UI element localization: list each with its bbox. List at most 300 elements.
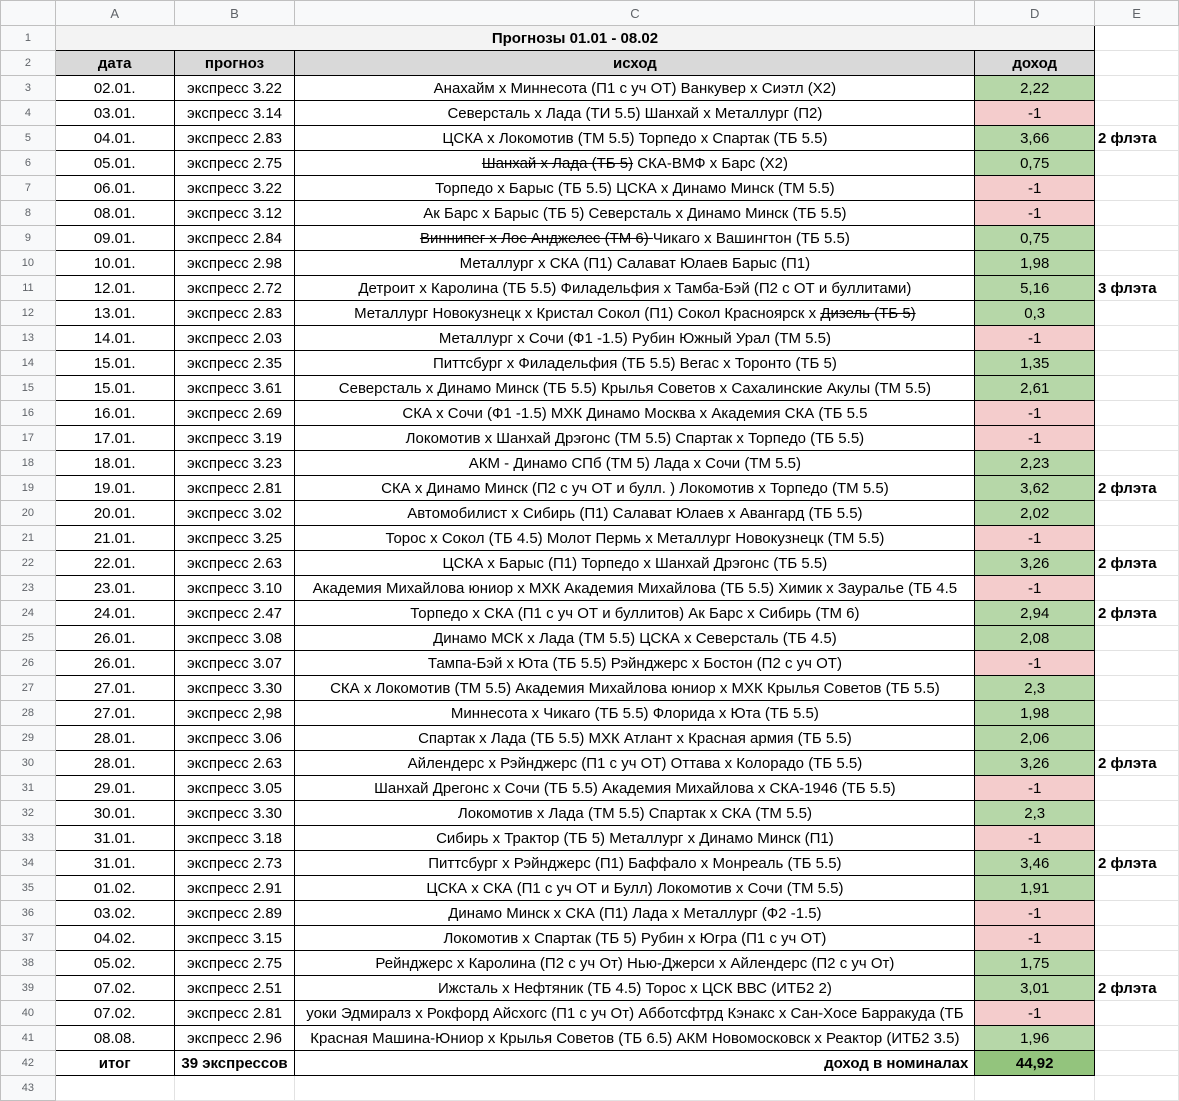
- cell-date[interactable]: 07.02.: [55, 1001, 174, 1026]
- cell-outcome[interactable]: [295, 1026, 975, 1051]
- cell-date[interactable]: 05.02.: [55, 951, 174, 976]
- header-forecast[interactable]: прогноз: [174, 51, 295, 76]
- cell-outcome[interactable]: [295, 1001, 975, 1026]
- cell-income[interactable]: 2,22: [975, 76, 1095, 101]
- cell-forecast[interactable]: экспресс 3.25: [174, 526, 295, 551]
- outcome-text: Красная Машина-Юниор х Крылья Советов (ТБ 6.5) АКМ Новомосковск х Реактор (ИТБ2 3.5): [310, 1029, 960, 1047]
- cell-date[interactable]: 02.01.: [55, 76, 174, 101]
- cell-income[interactable]: -1: [975, 426, 1095, 451]
- cell-income[interactable]: 2,3: [975, 676, 1095, 701]
- cell-forecast[interactable]: экспресс 2.81: [174, 1001, 295, 1026]
- cell-forecast[interactable]: экспресс 3.07: [174, 651, 295, 676]
- outcome-text: Анахайм х Миннесота (П1 с уч ОТ) Ванкувер х Сиэтл (Х2): [433, 79, 837, 97]
- cell-date[interactable]: 03.01.: [55, 101, 174, 126]
- cell-date[interactable]: 08.08.: [55, 1026, 174, 1051]
- cell-forecast[interactable]: экспресс 3.02: [174, 501, 295, 526]
- select-all-corner[interactable]: [1, 1, 56, 26]
- row-header[interactable]: 37: [1, 926, 56, 951]
- cell-note[interactable]: [1095, 701, 1179, 726]
- outcome-text: Торпедо х СКА (П1 с уч ОТ и буллитов) Ак Барс х Сибирь (ТМ 6): [410, 604, 860, 622]
- cell-note[interactable]: [1095, 776, 1179, 801]
- outcome-text: ЦСКА х Локомотив (ТМ 5.5) Торпедо х Спартак (ТБ 5.5): [442, 129, 828, 147]
- cell-note[interactable]: [1095, 951, 1179, 976]
- row-header[interactable]: 19: [1, 476, 56, 501]
- cell-outcome[interactable]: [295, 301, 975, 326]
- cell-note[interactable]: [1095, 676, 1179, 701]
- cell[interactable]: [174, 1076, 295, 1101]
- cell-income[interactable]: 1,75: [975, 951, 1095, 976]
- cell[interactable]: [1095, 1076, 1179, 1101]
- total-income[interactable]: 44,92: [975, 1051, 1095, 1076]
- column-header-c[interactable]: C: [295, 1, 975, 26]
- cell-date[interactable]: 15.01.: [55, 376, 174, 401]
- outcome-text: уоки Эдмиралз х Рокфорд Айсхогс (П1 с уч От) Абботсфтрд Кэнакс х Сан-Хосе Барракуда (ТБ: [306, 1004, 964, 1022]
- cell-outcome[interactable]: [295, 826, 975, 851]
- cell-date[interactable]: 26.01.: [55, 626, 174, 651]
- cell-income[interactable]: -1: [975, 1001, 1095, 1026]
- cell-date[interactable]: 19.01.: [55, 476, 174, 501]
- column-header-row: [1, 1, 1179, 26]
- cell-note[interactable]: 2 флэта: [1095, 976, 1179, 1001]
- cell-outcome[interactable]: [295, 476, 975, 501]
- cell-forecast[interactable]: экспресс 3.22: [174, 76, 295, 101]
- total-count[interactable]: 39 экспрессов: [174, 1051, 295, 1076]
- title-row: [1, 26, 1179, 51]
- cell-note[interactable]: [1095, 726, 1179, 751]
- outcome-text: Северсталь х Динамо Минск (ТБ 5.5) Крылья Советов х Сахалинские Акулы (ТМ 5.5): [338, 379, 932, 397]
- cell-date[interactable]: 31.01.: [55, 826, 174, 851]
- cell-forecast[interactable]: экспресс 3.30: [174, 801, 295, 826]
- row-header[interactable]: 29: [1, 726, 56, 751]
- cell-outcome[interactable]: [295, 626, 975, 651]
- cell-note[interactable]: 2 флэта: [1095, 601, 1179, 626]
- cell-date[interactable]: 13.01.: [55, 301, 174, 326]
- row-header[interactable]: 25: [1, 626, 56, 651]
- cell-note[interactable]: [1095, 626, 1179, 651]
- cell-note[interactable]: 2 флэта: [1095, 551, 1179, 576]
- cell[interactable]: [975, 1076, 1095, 1101]
- cell-note[interactable]: [1095, 801, 1179, 826]
- cell-note[interactable]: [1095, 201, 1179, 226]
- cell-note[interactable]: [1095, 1026, 1179, 1051]
- cell-forecast[interactable]: экспресс 2.35: [174, 351, 295, 376]
- outcome-text: Чикаго х Вашингтон (ТБ 5.5): [652, 229, 850, 247]
- cell-date[interactable]: 26.01.: [55, 651, 174, 676]
- cell-forecast[interactable]: экспресс 3.08: [174, 626, 295, 651]
- cell-date[interactable]: 24.01.: [55, 601, 174, 626]
- row-header[interactable]: 30: [1, 751, 56, 776]
- cell-income[interactable]: 1,98: [975, 251, 1095, 276]
- cell-note[interactable]: [1095, 576, 1179, 601]
- table-row: [1, 626, 1179, 651]
- cell-outcome[interactable]: [295, 526, 975, 551]
- cell-outcome[interactable]: [295, 226, 975, 251]
- cell-forecast[interactable]: экспресс 3.22: [174, 176, 295, 201]
- cell-income[interactable]: 3,26: [975, 751, 1095, 776]
- cell-date[interactable]: 01.02.: [55, 876, 174, 901]
- row-header[interactable]: 3: [1, 76, 56, 101]
- cell-income[interactable]: 2,08: [975, 626, 1095, 651]
- cell-forecast[interactable]: экспресс 2.84: [174, 226, 295, 251]
- cell-date[interactable]: 29.01.: [55, 776, 174, 801]
- cell-outcome[interactable]: [295, 601, 975, 626]
- cell-income[interactable]: 3,01: [975, 976, 1095, 1001]
- cell-date[interactable]: 04.02.: [55, 926, 174, 951]
- row-header[interactable]: 13: [1, 326, 56, 351]
- outcome-text: ЦСКА х СКА (П1 с уч ОТ и Булл) Локомотив х Сочи (ТМ 5.5): [426, 879, 844, 897]
- cell[interactable]: [55, 1076, 174, 1101]
- row-header[interactable]: 16: [1, 401, 56, 426]
- table-row: [1, 76, 1179, 101]
- cell-date[interactable]: 09.01.: [55, 226, 174, 251]
- cell-note[interactable]: [1095, 101, 1179, 126]
- cell-date[interactable]: 28.01.: [55, 726, 174, 751]
- cell-outcome[interactable]: [295, 376, 975, 401]
- cell-outcome[interactable]: [295, 926, 975, 951]
- cell-forecast[interactable]: экспресс 3.05: [174, 776, 295, 801]
- cell-outcome[interactable]: [295, 276, 975, 301]
- cell-date[interactable]: 07.02.: [55, 976, 174, 1001]
- cell-forecast[interactable]: экспресс 2.83: [174, 301, 295, 326]
- cell-date[interactable]: 08.01.: [55, 201, 174, 226]
- cell-note[interactable]: [1095, 826, 1179, 851]
- cell-note[interactable]: 2 флэта: [1095, 751, 1179, 776]
- row-header[interactable]: 33: [1, 826, 56, 851]
- cell-forecast[interactable]: экспресс 3.23: [174, 451, 295, 476]
- column-header-b[interactable]: B: [174, 1, 295, 26]
- row-header[interactable]: 7: [1, 176, 56, 201]
- cell-note[interactable]: [1095, 426, 1179, 451]
- cell-income[interactable]: 2,61: [975, 376, 1095, 401]
- cell-outcome[interactable]: [295, 951, 975, 976]
- cell-forecast[interactable]: экспресс 2.75: [174, 151, 295, 176]
- cell-note[interactable]: 3 флэта: [1095, 276, 1179, 301]
- cell-income[interactable]: 3,66: [975, 126, 1095, 151]
- cell-note[interactable]: [1095, 226, 1179, 251]
- outcome-text: Торпедо х Барыс (ТБ 5.5) ЦСКА х Динамо Минск (ТМ 5.5): [435, 179, 835, 197]
- cell-outcome[interactable]: [295, 151, 975, 176]
- cell-income[interactable]: 2,23: [975, 451, 1095, 476]
- cell-date[interactable]: 15.01.: [55, 351, 174, 376]
- cell-date[interactable]: 16.01.: [55, 401, 174, 426]
- cell-outcome[interactable]: [295, 251, 975, 276]
- cell-note[interactable]: [1095, 76, 1179, 101]
- row-header[interactable]: 5: [1, 126, 56, 151]
- row-header[interactable]: 14: [1, 351, 56, 376]
- table-row: [1, 676, 1179, 701]
- cell-note[interactable]: [1095, 926, 1179, 951]
- row-header[interactable]: 22: [1, 551, 56, 576]
- cell-note[interactable]: 2 флэта: [1095, 126, 1179, 151]
- cell-date[interactable]: 10.01.: [55, 251, 174, 276]
- cell-outcome[interactable]: [295, 176, 975, 201]
- cell-forecast[interactable]: экспресс 2.69: [174, 401, 295, 426]
- cell-date[interactable]: 22.01.: [55, 551, 174, 576]
- cell-income[interactable]: 1,35: [975, 351, 1095, 376]
- table-row: [1, 251, 1179, 276]
- row-header[interactable]: 15: [1, 376, 56, 401]
- cell-outcome[interactable]: [295, 551, 975, 576]
- cell-income[interactable]: 2,02: [975, 501, 1095, 526]
- cell-income[interactable]: 3,46: [975, 851, 1095, 876]
- table-row: [1, 326, 1179, 351]
- row-header[interactable]: 6: [1, 151, 56, 176]
- column-header-a[interactable]: A: [55, 1, 174, 26]
- row-header[interactable]: 21: [1, 526, 56, 551]
- row-header[interactable]: 4: [1, 101, 56, 126]
- row-header[interactable]: 34: [1, 851, 56, 876]
- cell-income[interactable]: -1: [975, 651, 1095, 676]
- outcome-text: Северсталь х Лада (ТИ 5.5) Шанхай х Металлург (П2): [447, 104, 823, 122]
- cell-forecast[interactable]: экспресс 2.83: [174, 126, 295, 151]
- cell-forecast[interactable]: экспресс 2.75: [174, 951, 295, 976]
- cell-outcome[interactable]: [295, 726, 975, 751]
- cell-forecast[interactable]: экспресс 2.73: [174, 851, 295, 876]
- row-header[interactable]: 12: [1, 301, 56, 326]
- cell-forecast[interactable]: экспресс 3.19: [174, 426, 295, 451]
- outcome-text: Торос х Сокол (ТБ 4.5) Молот Пермь х Металлург Новокузнецк (ТМ 5.5): [385, 529, 885, 547]
- cell-note[interactable]: [1095, 176, 1179, 201]
- outcome-text: Айлендерс х Рэйнджерс (П1 с уч ОТ) Оттава х Колорадо (ТБ 5.5): [407, 754, 863, 772]
- cell-forecast[interactable]: экспресс 3.61: [174, 376, 295, 401]
- cell-note[interactable]: [1095, 351, 1179, 376]
- cell-forecast[interactable]: экспресс 2.47: [174, 601, 295, 626]
- cell-date[interactable]: 17.01.: [55, 426, 174, 451]
- cell-date[interactable]: 27.01.: [55, 701, 174, 726]
- outcome-text: Автомобилист х Сибирь (П1) Салават Юлаев х Авангард (ТБ 5.5): [407, 504, 863, 522]
- cell-outcome[interactable]: [295, 351, 975, 376]
- cell-outcome[interactable]: [295, 876, 975, 901]
- cell-date[interactable]: 18.01.: [55, 451, 174, 476]
- cell-income[interactable]: 2,06: [975, 726, 1095, 751]
- cell-income[interactable]: -1: [975, 826, 1095, 851]
- outcome-text: ЦСКА х Барыс (П1) Торпедо х Шанхай Дрэгонс (ТБ 5.5): [442, 554, 828, 572]
- cell-income[interactable]: 3,26: [975, 551, 1095, 576]
- cell-date[interactable]: 23.01.: [55, 576, 174, 601]
- cell-outcome[interactable]: [295, 801, 975, 826]
- cell-outcome[interactable]: [295, 126, 975, 151]
- row-header[interactable]: 17: [1, 426, 56, 451]
- cell-note[interactable]: [1095, 501, 1179, 526]
- cell-income[interactable]: 0,3: [975, 301, 1095, 326]
- cell-forecast[interactable]: экспресс 2.51: [174, 976, 295, 1001]
- table-row: [1, 651, 1179, 676]
- table-row: [1, 801, 1179, 826]
- cell-date[interactable]: 31.01.: [55, 851, 174, 876]
- cell-forecast[interactable]: экспресс 3.18: [174, 826, 295, 851]
- row-header[interactable]: 20: [1, 501, 56, 526]
- cell[interactable]: [1095, 26, 1179, 51]
- cell[interactable]: [1095, 51, 1179, 76]
- cell-date[interactable]: 12.01.: [55, 276, 174, 301]
- cell-forecast[interactable]: экспресс 3.10: [174, 576, 295, 601]
- outcome-text: Миннесота х Чикаго (ТБ 5.5) Флорида х Юта (ТБ 5.5): [450, 704, 819, 722]
- cell-date[interactable]: 28.01.: [55, 751, 174, 776]
- outcome-struck-text: Шанхай х Лада (ТБ 5): [481, 154, 634, 172]
- cell-income[interactable]: 1,96: [975, 1026, 1095, 1051]
- cell-note[interactable]: [1095, 876, 1179, 901]
- cell-income[interactable]: -1: [975, 576, 1095, 601]
- cell-income[interactable]: 1,91: [975, 876, 1095, 901]
- column-header-d[interactable]: D: [975, 1, 1095, 26]
- cell-forecast[interactable]: экспресс 2.81: [174, 476, 295, 501]
- row-header[interactable]: 2: [1, 51, 56, 76]
- header-income[interactable]: доход: [975, 51, 1095, 76]
- cell-outcome[interactable]: [295, 451, 975, 476]
- cell-date[interactable]: 14.01.: [55, 326, 174, 351]
- row-header[interactable]: 31: [1, 776, 56, 801]
- cell-date[interactable]: 04.01.: [55, 126, 174, 151]
- row-header[interactable]: 43: [1, 1076, 56, 1101]
- cell-forecast[interactable]: экспресс 2.91: [174, 876, 295, 901]
- row-header[interactable]: 8: [1, 201, 56, 226]
- cell-date[interactable]: 30.01.: [55, 801, 174, 826]
- cell-income[interactable]: 2,3: [975, 801, 1095, 826]
- cell-income[interactable]: -1: [975, 101, 1095, 126]
- cell-income[interactable]: 1,98: [975, 701, 1095, 726]
- cell-note[interactable]: [1095, 151, 1179, 176]
- cell-outcome[interactable]: [295, 201, 975, 226]
- row-header[interactable]: 36: [1, 901, 56, 926]
- cell-note[interactable]: [1095, 376, 1179, 401]
- row-header[interactable]: 1: [1, 26, 56, 51]
- row-header[interactable]: 10: [1, 251, 56, 276]
- outcome-text: Детроит х Каролина (ТБ 5.5) Филадельфия х Тамба-Бэй (П2 с ОТ и буллитами): [358, 279, 912, 297]
- cell[interactable]: [295, 1076, 975, 1101]
- row-header[interactable]: 23: [1, 576, 56, 601]
- cell[interactable]: [1095, 1051, 1179, 1076]
- table-row: [1, 376, 1179, 401]
- cell-forecast[interactable]: экспресс 2.89: [174, 901, 295, 926]
- cell-forecast[interactable]: экспресс 2,98: [174, 701, 295, 726]
- cell-date[interactable]: 06.01.: [55, 176, 174, 201]
- row-header[interactable]: 9: [1, 226, 56, 251]
- cell-note[interactable]: [1095, 251, 1179, 276]
- cell-forecast[interactable]: экспресс 3.06: [174, 726, 295, 751]
- outcome-text: Питтсбург х Рэйнджерс (П1) Баффало х Монреаль (ТБ 5.5): [428, 854, 842, 872]
- row-header[interactable]: 18: [1, 451, 56, 476]
- cell-income[interactable]: -1: [975, 776, 1095, 801]
- row-header[interactable]: 41: [1, 1026, 56, 1051]
- header-date[interactable]: дата: [55, 51, 174, 76]
- row-header[interactable]: 42: [1, 1051, 56, 1076]
- cell-income[interactable]: -1: [975, 326, 1095, 351]
- cell-date[interactable]: 05.01.: [55, 151, 174, 176]
- cell-income[interactable]: 0,75: [975, 151, 1095, 176]
- cell-date[interactable]: 20.01.: [55, 501, 174, 526]
- table-row: [1, 726, 1179, 751]
- cell-date[interactable]: 03.02.: [55, 901, 174, 926]
- cell-outcome[interactable]: [295, 701, 975, 726]
- cell-forecast[interactable]: экспресс 3.12: [174, 201, 295, 226]
- cell-note[interactable]: [1095, 401, 1179, 426]
- cell-income[interactable]: 2,94: [975, 601, 1095, 626]
- cell-outcome[interactable]: [295, 776, 975, 801]
- row-header[interactable]: 26: [1, 651, 56, 676]
- cell-outcome[interactable]: [295, 851, 975, 876]
- cell-note[interactable]: [1095, 451, 1179, 476]
- cell-forecast[interactable]: экспресс 2.63: [174, 551, 295, 576]
- cell-note[interactable]: [1095, 901, 1179, 926]
- cell-income[interactable]: -1: [975, 926, 1095, 951]
- row-header[interactable]: 38: [1, 951, 56, 976]
- cell-forecast[interactable]: экспресс 3.15: [174, 926, 295, 951]
- cell-forecast[interactable]: экспресс 2.96: [174, 1026, 295, 1051]
- table-row: [1, 1026, 1179, 1051]
- cell-forecast[interactable]: экспресс 2.98: [174, 251, 295, 276]
- cell-outcome[interactable]: [295, 326, 975, 351]
- cell-outcome[interactable]: [295, 976, 975, 1001]
- cell-note[interactable]: [1095, 651, 1179, 676]
- table-row: [1, 826, 1179, 851]
- total-income-label[interactable]: доход в номиналах: [295, 1051, 975, 1076]
- sheet-title[interactable]: Прогнозы 01.01 - 08.02: [55, 26, 1094, 51]
- cell-outcome[interactable]: [295, 901, 975, 926]
- row-header[interactable]: 39: [1, 976, 56, 1001]
- cell-income[interactable]: 0,75: [975, 226, 1095, 251]
- cell-outcome[interactable]: [295, 401, 975, 426]
- cell-income[interactable]: -1: [975, 901, 1095, 926]
- row-header[interactable]: 27: [1, 676, 56, 701]
- cell-forecast[interactable]: экспресс 3.14: [174, 101, 295, 126]
- table-row: [1, 426, 1179, 451]
- cell-note[interactable]: [1095, 326, 1179, 351]
- cell-income[interactable]: -1: [975, 201, 1095, 226]
- cell-income[interactable]: -1: [975, 526, 1095, 551]
- table-row: [1, 551, 1179, 576]
- table-row: [1, 601, 1179, 626]
- total-label[interactable]: итог: [55, 1051, 174, 1076]
- cell-forecast[interactable]: экспресс 2.03: [174, 326, 295, 351]
- cell-outcome[interactable]: [295, 676, 975, 701]
- cell-outcome[interactable]: [295, 101, 975, 126]
- row-header[interactable]: 24: [1, 601, 56, 626]
- cell-forecast[interactable]: экспресс 2.63: [174, 751, 295, 776]
- cell-date[interactable]: 27.01.: [55, 676, 174, 701]
- cell-note[interactable]: [1095, 301, 1179, 326]
- row-header[interactable]: 32: [1, 801, 56, 826]
- cell-income[interactable]: 5,16: [975, 276, 1095, 301]
- cell-outcome[interactable]: [295, 426, 975, 451]
- cell-forecast[interactable]: экспресс 2.72: [174, 276, 295, 301]
- outcome-text: АКМ - Динамо СПб (ТМ 5) Лада х Сочи (ТМ 5.5): [468, 454, 802, 472]
- cell-outcome[interactable]: [295, 651, 975, 676]
- row-header[interactable]: 11: [1, 276, 56, 301]
- cell-income[interactable]: -1: [975, 176, 1095, 201]
- cell-forecast[interactable]: экспресс 3.30: [174, 676, 295, 701]
- table-row: [1, 201, 1179, 226]
- cell-date[interactable]: 21.01.: [55, 526, 174, 551]
- cell-note[interactable]: 2 флэта: [1095, 476, 1179, 501]
- table-row: [1, 126, 1179, 151]
- outcome-text: СКА х Локомотив (ТМ 5.5) Академия Михайлова юниор х МХК Крылья Советов (ТБ 5.5): [330, 679, 940, 697]
- cell-outcome[interactable]: [295, 76, 975, 101]
- cell-income[interactable]: -1: [975, 401, 1095, 426]
- table-row: [1, 976, 1179, 1001]
- cell-note[interactable]: [1095, 526, 1179, 551]
- cell-note[interactable]: [1095, 1001, 1179, 1026]
- cell-income[interactable]: 3,62: [975, 476, 1095, 501]
- column-header-e[interactable]: E: [1095, 1, 1179, 26]
- cell-outcome[interactable]: [295, 576, 975, 601]
- row-header[interactable]: 35: [1, 876, 56, 901]
- header-outcome[interactable]: исход: [295, 51, 975, 76]
- cell-note[interactable]: 2 флэта: [1095, 851, 1179, 876]
- row-header[interactable]: 28: [1, 701, 56, 726]
- cell-outcome[interactable]: [295, 501, 975, 526]
- row-header[interactable]: 40: [1, 1001, 56, 1026]
- cell-outcome[interactable]: [295, 751, 975, 776]
